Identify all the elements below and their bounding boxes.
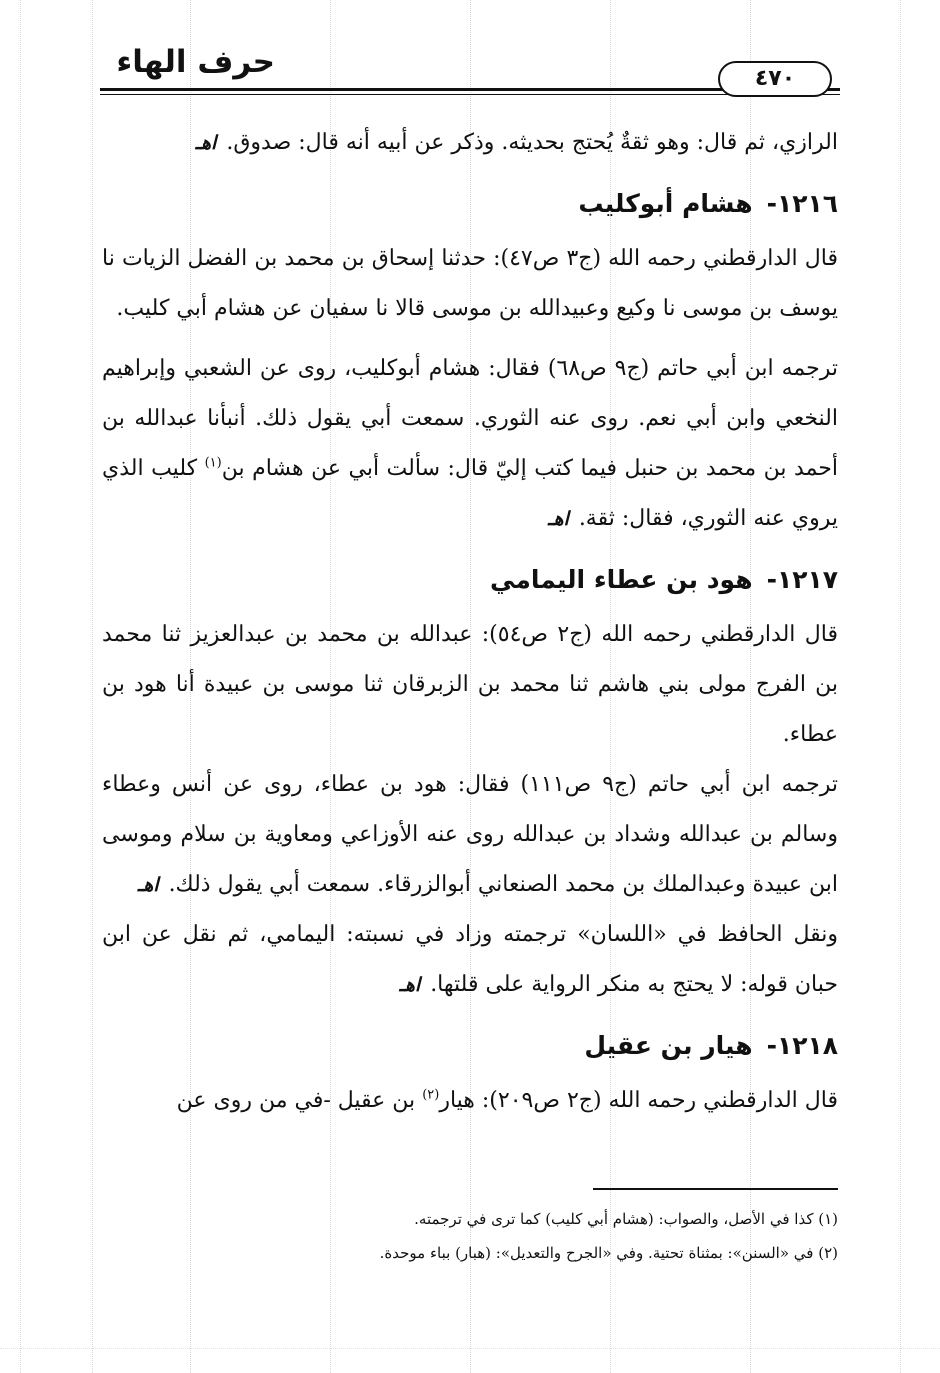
entry-1218 (102, 1022, 838, 1126)
end-mark: اهـ (547, 508, 569, 530)
end-mark: اهـ (195, 132, 217, 154)
entry-paragraph (102, 760, 838, 910)
paragraph-text: قال الدارقطني رحمه الله (ج٢ ص٢٠٩): هيار (439, 1088, 838, 1113)
entry-name: هيار بن عقيل (584, 1031, 753, 1060)
scan-dot-line (0, 1348, 940, 1349)
paragraph-text: ترجمه ابن أبي حاتم (ج٩ ص١١١) فقال: هود بن عطاء، روى عن أنس وعطاء وسالم بن عبدالله وشداد بن عبدالله روى عنه الأوزاعي ومعاوية بن سلام وموسى ابن عبيدة وعبدالملك بن محمد الصنعاني أبوالزرقاء. سمعت أبي يقول ذلك. (102, 772, 839, 897)
scan-dot-line (900, 0, 901, 1373)
entry-number: ١٢١٨- (766, 1031, 838, 1060)
page-number: ٤٧٠ (718, 61, 832, 97)
entry-1216 (102, 180, 838, 544)
scan-dot-line (20, 0, 21, 1373)
paragraph-text: ترجمه ابن أبي حاتم (ج٩ ص٦٨) فقال: هشام أبوكليب، روى عن الشعبي وإبراهيم النخعي وابن أبي نعم. روى عنه الثوري. سمعت أبي يقول ذلك. أنبأنا عبدالله بن أحمد بن محمد بن حنبل فيما كتب إليّ قال: سألت أبي عن هشام بن (102, 356, 838, 481)
page-body (102, 118, 838, 1126)
footnote-marker: (١) (204, 455, 222, 471)
paragraph-text: بن عقيل -في من روى عن (176, 1088, 416, 1113)
chapter-title: حرف الهاء (116, 44, 275, 80)
end-mark: اهـ (137, 874, 159, 896)
entry-number: ١٢١٧- (766, 565, 838, 594)
intro-paragraph (102, 118, 838, 168)
footnote: (٢) في «السنن»: بمثناة تحتية. وفي «الجرح والتعديل»: (هبار) بباء موحدة. (379, 1244, 838, 1262)
entry-paragraph (102, 910, 838, 1010)
scan-dot-line (92, 0, 93, 1373)
footnote: (١) كذا في الأصل، والصواب: (هشام أبي كليب) كما ترى في ترجمته. (414, 1210, 838, 1228)
entry-name: هود بن عطاء اليمامي (490, 565, 753, 594)
entry-heading (102, 180, 838, 228)
paragraph-text: كليب الذي يروي عنه الثوري، فقال: ثقة. (102, 456, 838, 531)
footnote-marker: (٢) (422, 1087, 440, 1103)
entry-paragraph: قال الدارقطني رحمه الله (ج٣ ص٤٧): حدثنا إسحاق بن محمد بن الفضل الزيات نا يوسف بن موسى نا وكيع وعبيدالله بن موسى قالا نا سفيان عن هشام أبي كليب. (102, 246, 838, 321)
footnote-separator (593, 1188, 838, 1190)
entry-number: ١٢١٦- (766, 189, 838, 218)
entry-1217 (102, 556, 838, 1010)
page-header (100, 40, 840, 100)
end-mark: اهـ (399, 974, 421, 996)
entry-heading (102, 1022, 838, 1070)
footnotes (102, 1202, 838, 1270)
entry-paragraph (102, 344, 838, 544)
entry-paragraph (102, 1076, 838, 1126)
entry-name: هشام أبوكليب (578, 189, 753, 218)
entry-heading (102, 556, 838, 604)
entry-paragraph: قال الدارقطني رحمه الله (ج٢ ص٥٤): عبدالله بن محمد بن عبدالعزيز ثنا محمد بن الفرج مولى بني هاشم ثنا محمد بن الزبرقان ثنا موسى بن عبيدة أنا هود بن عطاء. (102, 622, 838, 747)
paragraph-text: ونقل الحافظ في «اللسان» ترجمته وزاد في نسبته: اليمامي، ثم نقل عن ابن حبان قوله: لا يحتج به منكر الرواية على قلتها. (102, 922, 838, 997)
intro-text: الرازي، ثم قال: وهو ثقةٌ يُحتج بحديثه. وذكر عن أبيه أنه قال: صدوق. (226, 130, 838, 155)
